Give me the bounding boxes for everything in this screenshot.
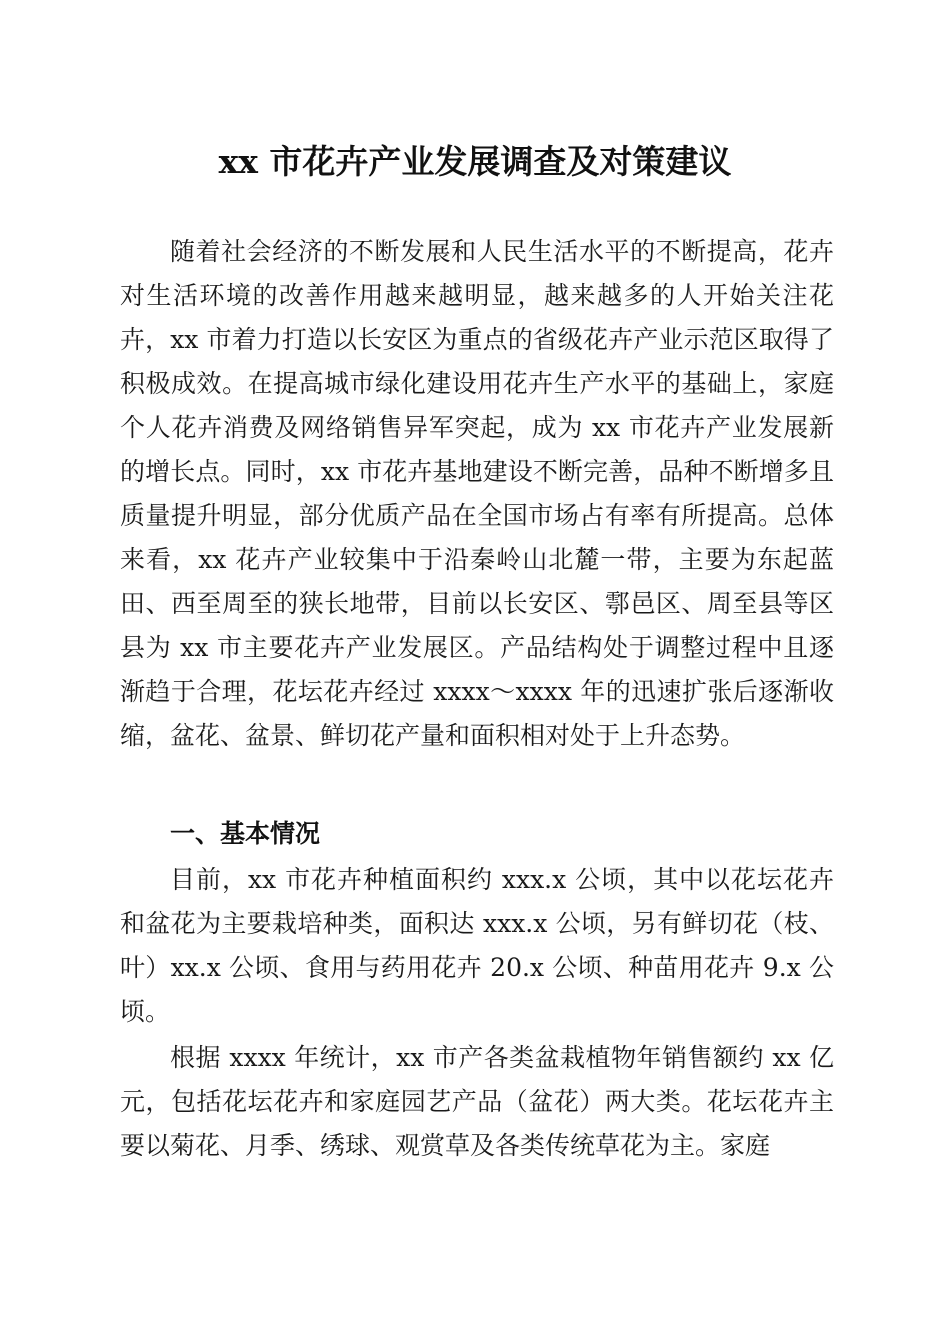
section-heading-basic-situation: 一、基本情况 [170,819,321,848]
sales-paragraph: 根据 xxxx 年统计，xx 市产各类盆栽植物年销售额约 xx 亿元，包括花坛花卉和家庭园艺产品（盆花）两大类。花坛花卉主要以菊花、月季、绣球、观赏草及各类传统草花为主。家庭 [120,1043,834,1160]
intro-paragraph: 随着社会经济的不断发展和人民生活水平的不断提高，花卉对生活环境的改善作用越来越明显，越来越多的人开始关注花卉，xx 市着力打造以长安区为重点的省级花卉产业示范区取得了积极成效。在提高城市绿化建设用花卉生产水平的基础上，家庭个人花卉消费及网络销售异军突起，成为 xx 市花卉产业发展新的增长点。同时，xx 市花卉基地建设不断完善，品种不断增多且质量提升明显，部分优质产品在全国市场占有率有所提高。总体来看，xx 花卉产业较集中于沿秦岭山北麓一带，主要为东起蓝田、西至周至的狭长地带，目前以长安区、鄠邑区、周至县等区县为 xx 市主要花卉产业发展区。产品结构处于调整过程中且逐渐趋于合理，花坛花卉经过 xxxx～xxxx 年的迅速扩张后逐渐收缩，盆花、盆景、鲜切花产量和面积相对处于上升态势。 [120,237,834,750]
planting-area-paragraph: 目前，xx 市花卉种植面积约 xxx.x 公顷，其中以花坛花卉和盆花为主要栽培种类，面积达 xxx.x 公顷，另有鲜切花（枝、叶）xx.x 公顷、食用与药用花卉 20.x 公顷、种苗用花卉 9.x 公顷。 [120,865,834,1026]
document-title: xx 市花卉产业发展调查及对策建议 [218,142,732,181]
